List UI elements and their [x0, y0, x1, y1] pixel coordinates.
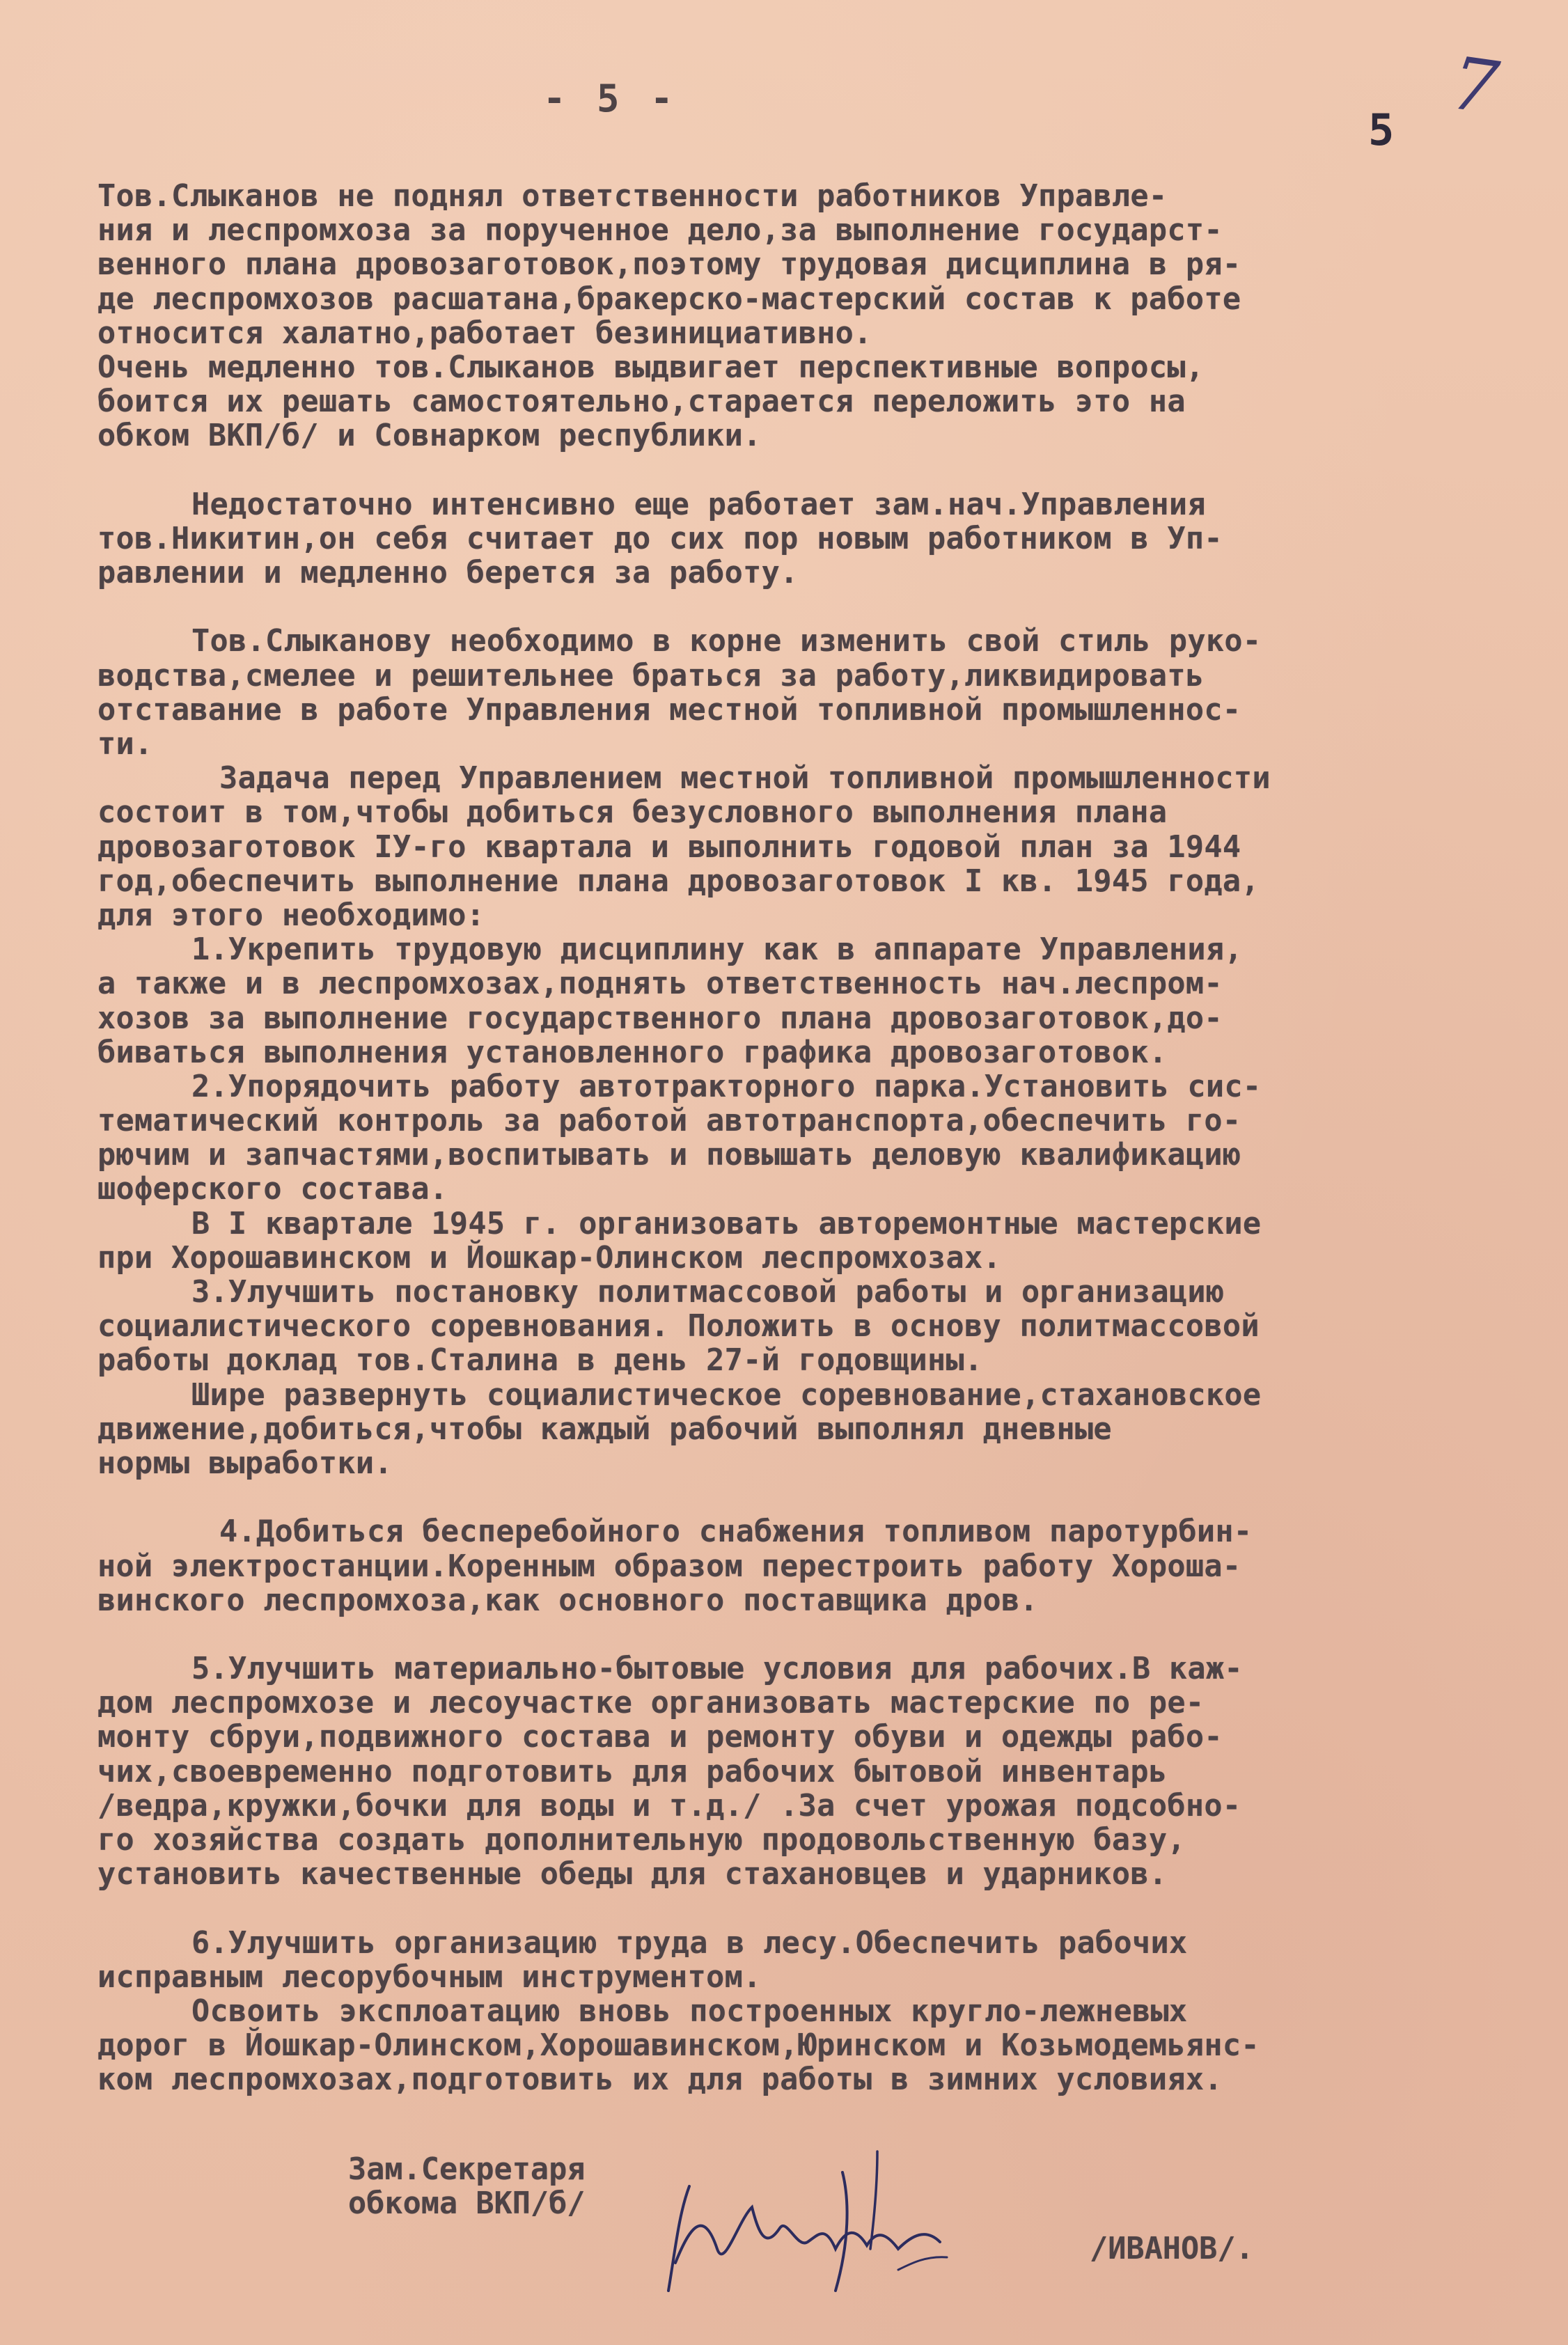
text-line: Задача перед Управлением местной топливной промышленности: [219, 761, 1271, 797]
page-number: - 5 -: [543, 77, 677, 120]
text-line: Тов.Слыканов не поднял ответственности работников Управле-: [97, 179, 1168, 214]
signatory-name: /ИВАНОВ/.: [1090, 2232, 1254, 2266]
text-line: ком леспромхозах,подготовить их для работы в зимних условиях.: [97, 2062, 1223, 2098]
text-line: год,обеспечить выполнение плана дровозаготовок I кв. 1945 года,: [97, 863, 1260, 899]
text-line: тематический контроль за работой автотранспорта,обеспечить го-: [97, 1104, 1241, 1139]
text-line: относится халатно,работает безинициативно.: [97, 315, 872, 351]
text-line: Недостаточно интенсивно еще работает зам.нач.Управления: [191, 487, 1206, 522]
text-line: для этого необходимо:: [97, 897, 485, 933]
signature-title: [348, 2153, 585, 2221]
text-line: тов.Никитин,он себя считает до сих пор новым работником в Уп-: [97, 521, 1223, 556]
text-line: 4.Добиться бесперебойного снабжения топливом паротурбин-: [219, 1514, 1253, 1550]
paragraph-gap: [97, 590, 1546, 625]
text-line: 6.Улучшить организацию труда в лесу.Обеспечить рабочих: [191, 1925, 1188, 1961]
text-line: ния и леспромхоза за порученное дело,за выполнение государст-: [97, 213, 1223, 249]
text-line: дом леспромхозе и лесоучастке организовать мастерские по ре-: [97, 1686, 1205, 1721]
signatory-organization: обкома ВКП/б/: [348, 2186, 586, 2221]
text-line: рючим и запчастями,воспитывать и повышать деловую квалификацию: [97, 1138, 1241, 1173]
paragraph-gap: [97, 1892, 1546, 1926]
text-line: работы доклад тов.Сталина в день 27-й годовщины.: [97, 1343, 983, 1379]
text-line: движение,добиться,чтобы каждый рабочий выполнял дневные: [97, 1411, 1112, 1447]
text-line: отставание в работе Управления местной топливной промышленнос-: [97, 692, 1241, 728]
text-line: го хозяйства создать дополнительную продовольственную базу,: [97, 1823, 1186, 1858]
text-line: установить качественные обеды для стахановцев и ударников.: [97, 1857, 1168, 1892]
document-body: [97, 180, 1546, 2098]
text-line: де леспромхозов расшатана,бракерско-мастерский состав к работе: [97, 281, 1241, 317]
text-line: при Хорошавинском и Йошкар-Олинском леспромхозах.: [97, 1240, 1001, 1276]
text-line: 3.Улучшить постановку политмассовой работы и организацию: [191, 1275, 1225, 1310]
text-line: винского леспромхоза,как основного поставщика дров.: [97, 1583, 1038, 1618]
text-line: обком ВКП/б/ и Совнарком республики.: [97, 418, 762, 454]
text-line: Очень медленно тов.Слыканов выдвигает перспективные вопросы,: [97, 350, 1205, 385]
paragraph-gap: [97, 1481, 1546, 1515]
text-line: социалистического соревнования. Положить в основу политмассовой: [97, 1309, 1260, 1344]
text-line: дровозаготовок IУ-го квартала и выполнить годовой план за 1944: [97, 829, 1241, 865]
paragraph-gap: [97, 1618, 1546, 1652]
text-line: исправным лесорубочным инструментом.: [97, 1959, 762, 1995]
text-line: боится их решать самостоятельно,старается переложить это на: [97, 384, 1186, 420]
text-line: равлении и медленно берется за работу.: [97, 556, 799, 591]
archive-page-number: 5: [1368, 104, 1395, 155]
text-line: 5.Улучшить материально-бытовые условия для рабочих.В каж-: [191, 1652, 1243, 1687]
text-line: /ведра,кружки,бочки для воды и т.д./ .За счет урожая подсобно-: [97, 1788, 1241, 1824]
archive-page-number-handwritten: 7: [1445, 40, 1504, 132]
text-line: нормы выработки.: [97, 1445, 393, 1481]
text-line: В I квартале 1945 г. организовать авторемонтные мастерские: [191, 1206, 1262, 1241]
text-line: хозов за выполнение государственного плана дровозаготовок,до-: [97, 1001, 1223, 1036]
text-line: Тов.Слыканову необходимо в корне изменить свой стиль руко-: [191, 624, 1262, 659]
text-line: дорог в Йошкар-Олинском,Хорошавинском,Юринском и Козьмодемьянс-: [97, 2028, 1260, 2064]
text-line: состоит в том,чтобы добиться безусловного выполнения плана: [97, 795, 1168, 831]
text-line: 2.Упорядочить работу автотракторного парка.Установить сис-: [191, 1069, 1262, 1104]
text-line: водства,смелее и решительнее браться за работу,ликвидировать: [97, 658, 1205, 693]
text-line: а также и в леспромхозах,поднять ответственность нач.леспром-: [97, 966, 1223, 1002]
text-line: Шире развернуть социалистическое соревнование,стахановское: [191, 1377, 1262, 1413]
paragraph-gap: [97, 454, 1546, 488]
text-line: 1.Укрепить трудовую дисциплину как в аппарате Управления,: [191, 932, 1243, 968]
text-line: монту сбруи,подвижного состава и ремонту обуви и одежды рабо-: [97, 1720, 1223, 1755]
text-line: венного плана дровозаготовок,поэтому трудовая дисциплина в ря-: [97, 247, 1241, 283]
text-line: шоферского состава.: [97, 1172, 448, 1207]
handwritten-signature: [648, 2144, 1037, 2298]
text-line: ти.: [97, 727, 153, 762]
signatory-position: Зам.Секретаря: [348, 2152, 586, 2187]
text-line: Освоить эксплоатацию вновь построенных кругло-лежневых: [191, 1993, 1188, 2029]
text-line: биваться выполнения установленного графика дровозаготовок.: [97, 1035, 1168, 1070]
text-line: ной электростанции.Коренным образом перестроить работу Хороша-: [97, 1548, 1241, 1584]
text-line: чих,своевременно подготовить для рабочих бытовой инвентарь: [97, 1754, 1168, 1789]
